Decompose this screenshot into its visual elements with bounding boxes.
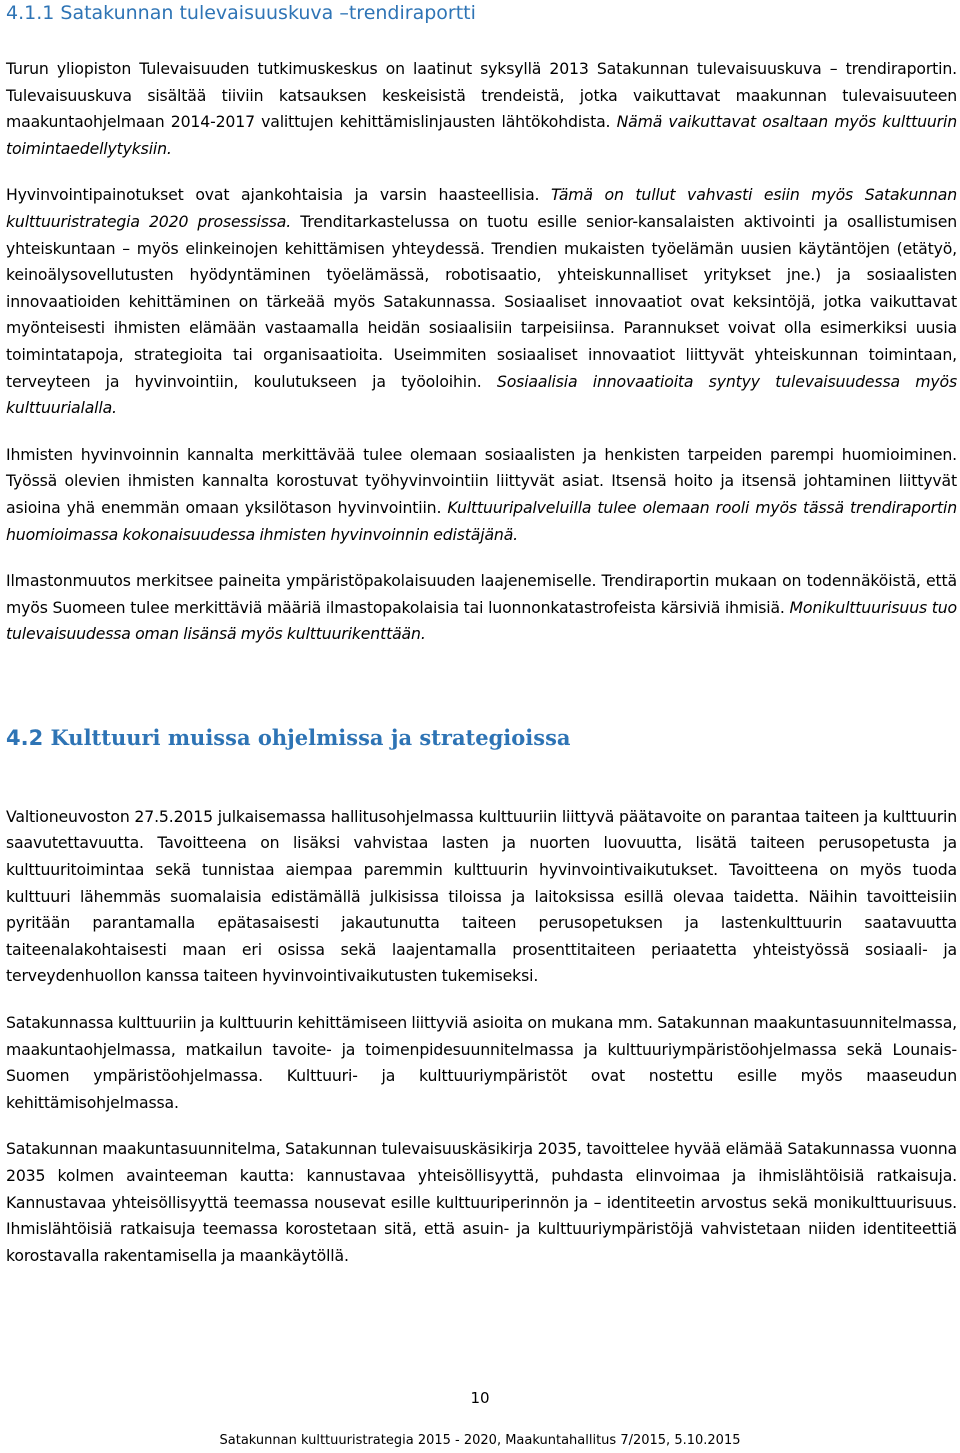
paragraph-hallitusohjelma: Valtioneuvoston 27.5.2015 julkaisemassa hallitusohjelmassa kulttuuriin liittyvä päätavoite on parantaa taiteen ja kulttuurin saavutettavuutta. Tavoitteena on lisäksi vahvistaa lasten ja nuorten luovuutta, lisätä taiteen perusopetusta ja kulttuuritoimintaa sekä tunnistaa aiempaa paremmin kulttuurin hyvinvointivaikutukset. Tavoitteena on myös tuoda kulttuuri lähemmäs suomalaisia edistämällä julkisissa tiloissa ja laitoksissa esillä olevaa taidetta. Näihin tavoitteisiin pyritään parantamalla epätasaisesti jakautunutta taiteen perusopetuksen ja lastenkulttuurin saatavuutta taiteenalakohtaisesti maan eri osissa sekä laajentamalla prosenttitaiteen periaatetta yhteistyössä sosiaali- ja terveydenhuollon kanssa taiteen hyvinvointivaikutusten tukemiseksi. bbox=[6, 806, 957, 986]
text-span: Ihmisten hyvinvoinnin kannalta merkittävää tulee olemaan sosiaalisten ja henkisten tarpeiden parempi huomioiminen. Työssä olevien ihmisten kannalta korostuvat työhyvinvointiin liittyvät asiat. Itsensä hoito ja itsensä johtaminen liittyvät asioina yhä enemmän omaan yksilötason hyvinvointiin. bbox=[6, 444, 957, 517]
heading-title: Kulttuuri muissa ohjelmissa ja strategioissa bbox=[50, 724, 571, 750]
italic-span: Nämä vaikuttavat osaltaan myös kulttuurin toimintaedellytyksiin. bbox=[6, 112, 957, 158]
text-span: Turun yliopiston Tulevaisuuden tutkimuskeskus on laatinut syksyllä 2013 Satakunnan tulevaisuuskuva – trendiraportin. Tulevaisuuskuva sisältää tiiviin katsauksen keskeisistä trendeistä, jotka vaikuttavat maakunnan tulevaisuuteen maakuntaohjelmaan 2014-2017 valittujen kehittämislinjausten lähtökohdista. bbox=[6, 59, 957, 132]
paragraph-ilmastonmuutos bbox=[6, 568, 957, 648]
italic-span: Tämä on tullut vahvasti esiin myös Satakunnan kulttuuristrategia 2020 prosessissa. bbox=[6, 185, 957, 231]
italic-span: Monikulttuurisuus tuo tulevaisuudessa oman lisänsä myös kulttuurikenttään. bbox=[6, 597, 957, 644]
text-span: Hyvinvointipainotukset ovat ajankohtaisia ja varsin haasteellisia. bbox=[6, 185, 552, 205]
text-span: Trenditarkastelussa on tuotu esille senior-kansalaisten aktivointi ja osallistumisen yhteiskuntaan – myös elinkeinojen kehittämisen yhteydessä. Trendien mukaisten työelämän uusien käytäntöjen (etätyö, keinoälysovellutusten hyödyntäminen työelämässä, robotisaatio, yhteiskunnalliset yritykset jne.) ja sosiaalisten innovaatioiden kehittäminen on tärkeää myös Satakunnassa. Sosiaaliset innovaatiot ovat keksintöjä, jotka vaikuttavat myönteisesti ihmisten elämään vastaamalla heidän sosiaalisiin tarpeisiinsa. Parannukset voivat olla esimerkiksi uusia toimintatapoja, strategioita tai organisaatioita. Useimmiten sosiaaliset innovaatiot liittyvät yhteiskunnan toimintaan, terveyteen ja hyvinvointiin, koulutukseen ja työoloihin. bbox=[6, 211, 957, 391]
paragraph-satakunnan-ohjelmat: Satakunnassa kulttuuriin ja kulttuurin kehittämiseen liittyviä asioita on mukana mm. Satakunnan maakuntasuunnitelmassa, maakuntaohjelmassa, matkailun tavoite- ja toimenpidesuunnitelmassa ja kulttuuriympäristöohjelmassa sekä Lounais-Suomen ympäristöohjelmassa. Kulttuuri- ja kulttuuriympäristöt ovat nostettu esille myös maaseudun kehittämisohjelmassa. bbox=[6, 1013, 957, 1112]
section-heading-4-1-1: 4.1.1 Satakunnan tulevaisuuskuva –trendiraportti bbox=[6, 2, 476, 24]
paragraph-maakuntasuunnitelma: Satakunnan maakuntasuunnitelma, Satakunnan tulevaisuuskäsikirja 2035, tavoittelee hyvää elämää Satakunnassa vuonna 2035 kolmen avainteeman kautta: kannustavaa yhteisöllisyyttä, puhdasta elinvoimaa ja ihmislähtöisiä ratkaisuja. Kannustavaa yhteisöllisyyttä teemassa nousevat esille kulttuuriperinnön ja – identiteetin arvostus sekä monikulttuurisuus. Ihmislähtöisiä ratkaisuja teemassa korostetaan sitä, että asuin- ja kulttuuriympäristöjä vahvistetaan niiden identiteettiä korostavalla rakentamisella ja maankäytöllä. bbox=[6, 1139, 957, 1265]
text-span: Ilmastonmuutos merkitsee paineita ympäristöpakolaisuuden laajenemiselle. Trendiraportin mukaan on todennäköistä, että myös Suomeen tulee merkittäviä määriä ilmastopakolaisia tai luonnonkatastrofeista kärsiviä ihmisiä. bbox=[6, 571, 957, 617]
page-footer: Satakunnan kulttuuristrategia 2015 - 2020, Maakuntahallitus 7/2015, 5.10.2015 bbox=[219, 1433, 741, 1448]
section-heading-4-2 bbox=[6, 724, 957, 752]
heading-number: 4.2 bbox=[6, 725, 44, 750]
paragraph-ihmisten-hyvinvointi bbox=[6, 442, 957, 548]
paragraph-hyvinvointi bbox=[6, 182, 957, 421]
page-number: 10 bbox=[470, 1389, 490, 1407]
italic-span: Kulttuuripalveluilla tulee olemaan rooli myös tässä trendiraportin huomioimassa kokonaisuudessa ihmisten hyvinvoinnin edistäjänä. bbox=[6, 497, 957, 544]
document-page bbox=[6, 0, 957, 1269]
paragraph-trendiraportti-intro bbox=[6, 56, 957, 162]
italic-span: Sosiaalisia innovaatioita syntyy tulevaisuudessa myös kulttuurialalla. bbox=[6, 371, 957, 418]
